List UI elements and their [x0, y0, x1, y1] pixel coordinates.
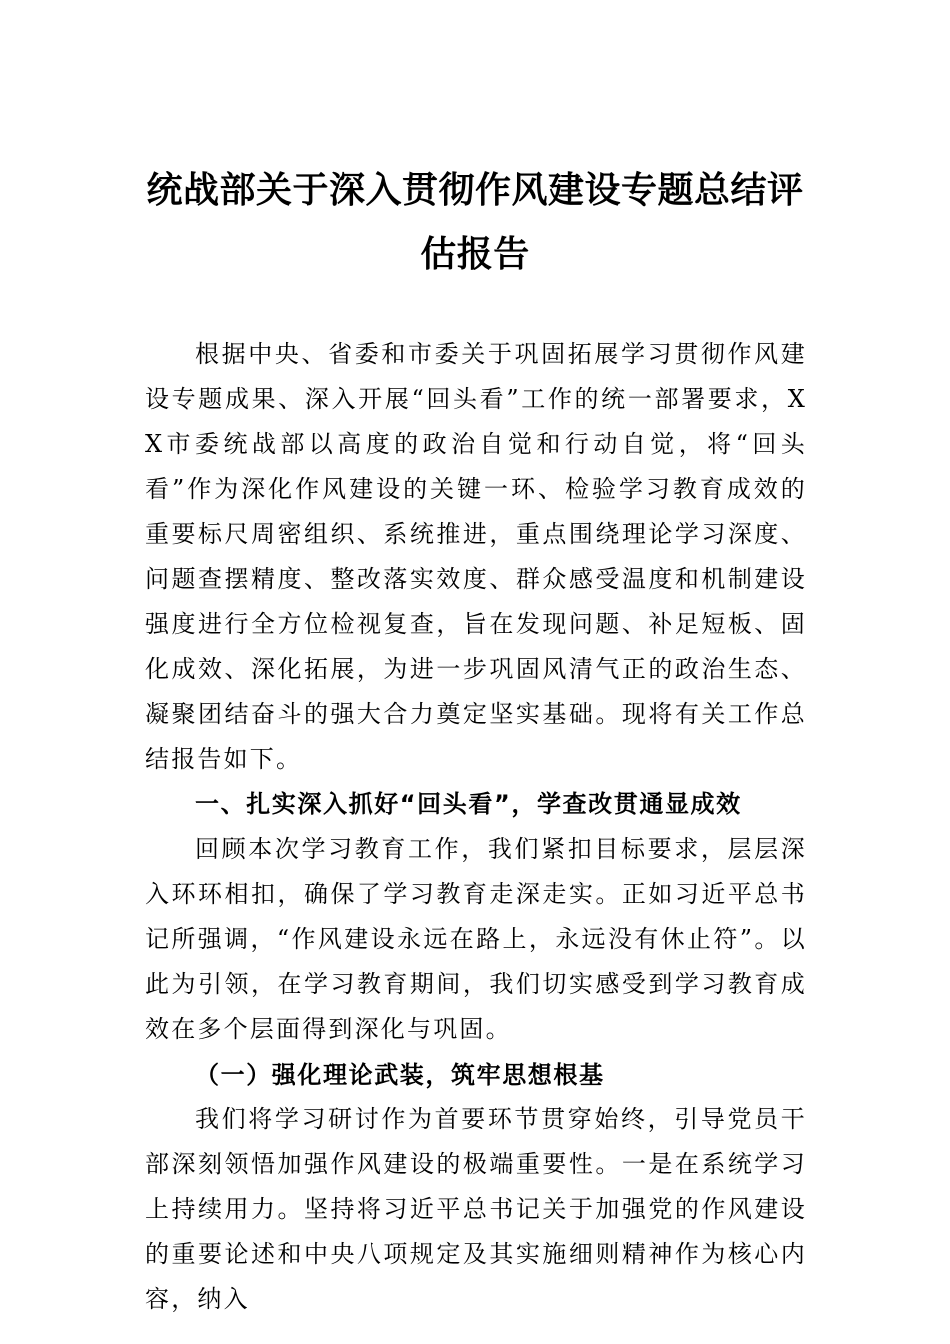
subsection-heading: （一）强化理论武装，筑牢思想根基: [195, 1060, 605, 1089]
section-paragraph: 回顾本次学习教育工作，我们紧扣目标要求，层层深入环环相扣，确保了学习教育走深走实。正如习近平总书记所强调，“作风建设永远在路上，永远没有休止符”。以此为引领，在学习教育期间，我们切实感受到学习教育成效在多个层面得到深化与巩固。: [145, 835, 807, 1043]
section-heading: 一、扎实深入抓好“回头看”，学查改贯通显成效: [195, 790, 742, 818]
subsection-paragraph: 我们将学习研讨作为首要环节贯穿始终，引导党员干部深刻领悟加强作风建设的极端重要性。一是在系统学习上持续用力。坚持将习近平总书记关于加强党的作风建设的重要论述和中央八项规定及其实施细则精神作为核心内容，纳入: [145, 1105, 807, 1313]
intro-paragraph: 根据中央、省委和市委关于巩固拓展学习贯彻作风建设专题成果、深入开展“回头看”工作的统一部署要求，XX市委统战部以高度的政治自觉和行动自觉，将“回头看”作为深化作风建设的关键一环、检验学习教育成效的重要标尺周密组织、系统推进，重点围绕理论学习深度、问题查摆精度、整改落实效度、群众感受温度和机制建设强度进行全方位检视复查，旨在发现问题、补足短板、固化成效、深化拓展，为进一步巩固风清气正的政治生态、凝聚团结奋斗的强大合力奠定坚实基础。现将有关工作总结报告如下。: [145, 340, 807, 773]
document-body: [145, 332, 807, 1322]
document-title: 统战部关于深入贯彻作风建设专题总结评估报告: [146, 169, 804, 275]
